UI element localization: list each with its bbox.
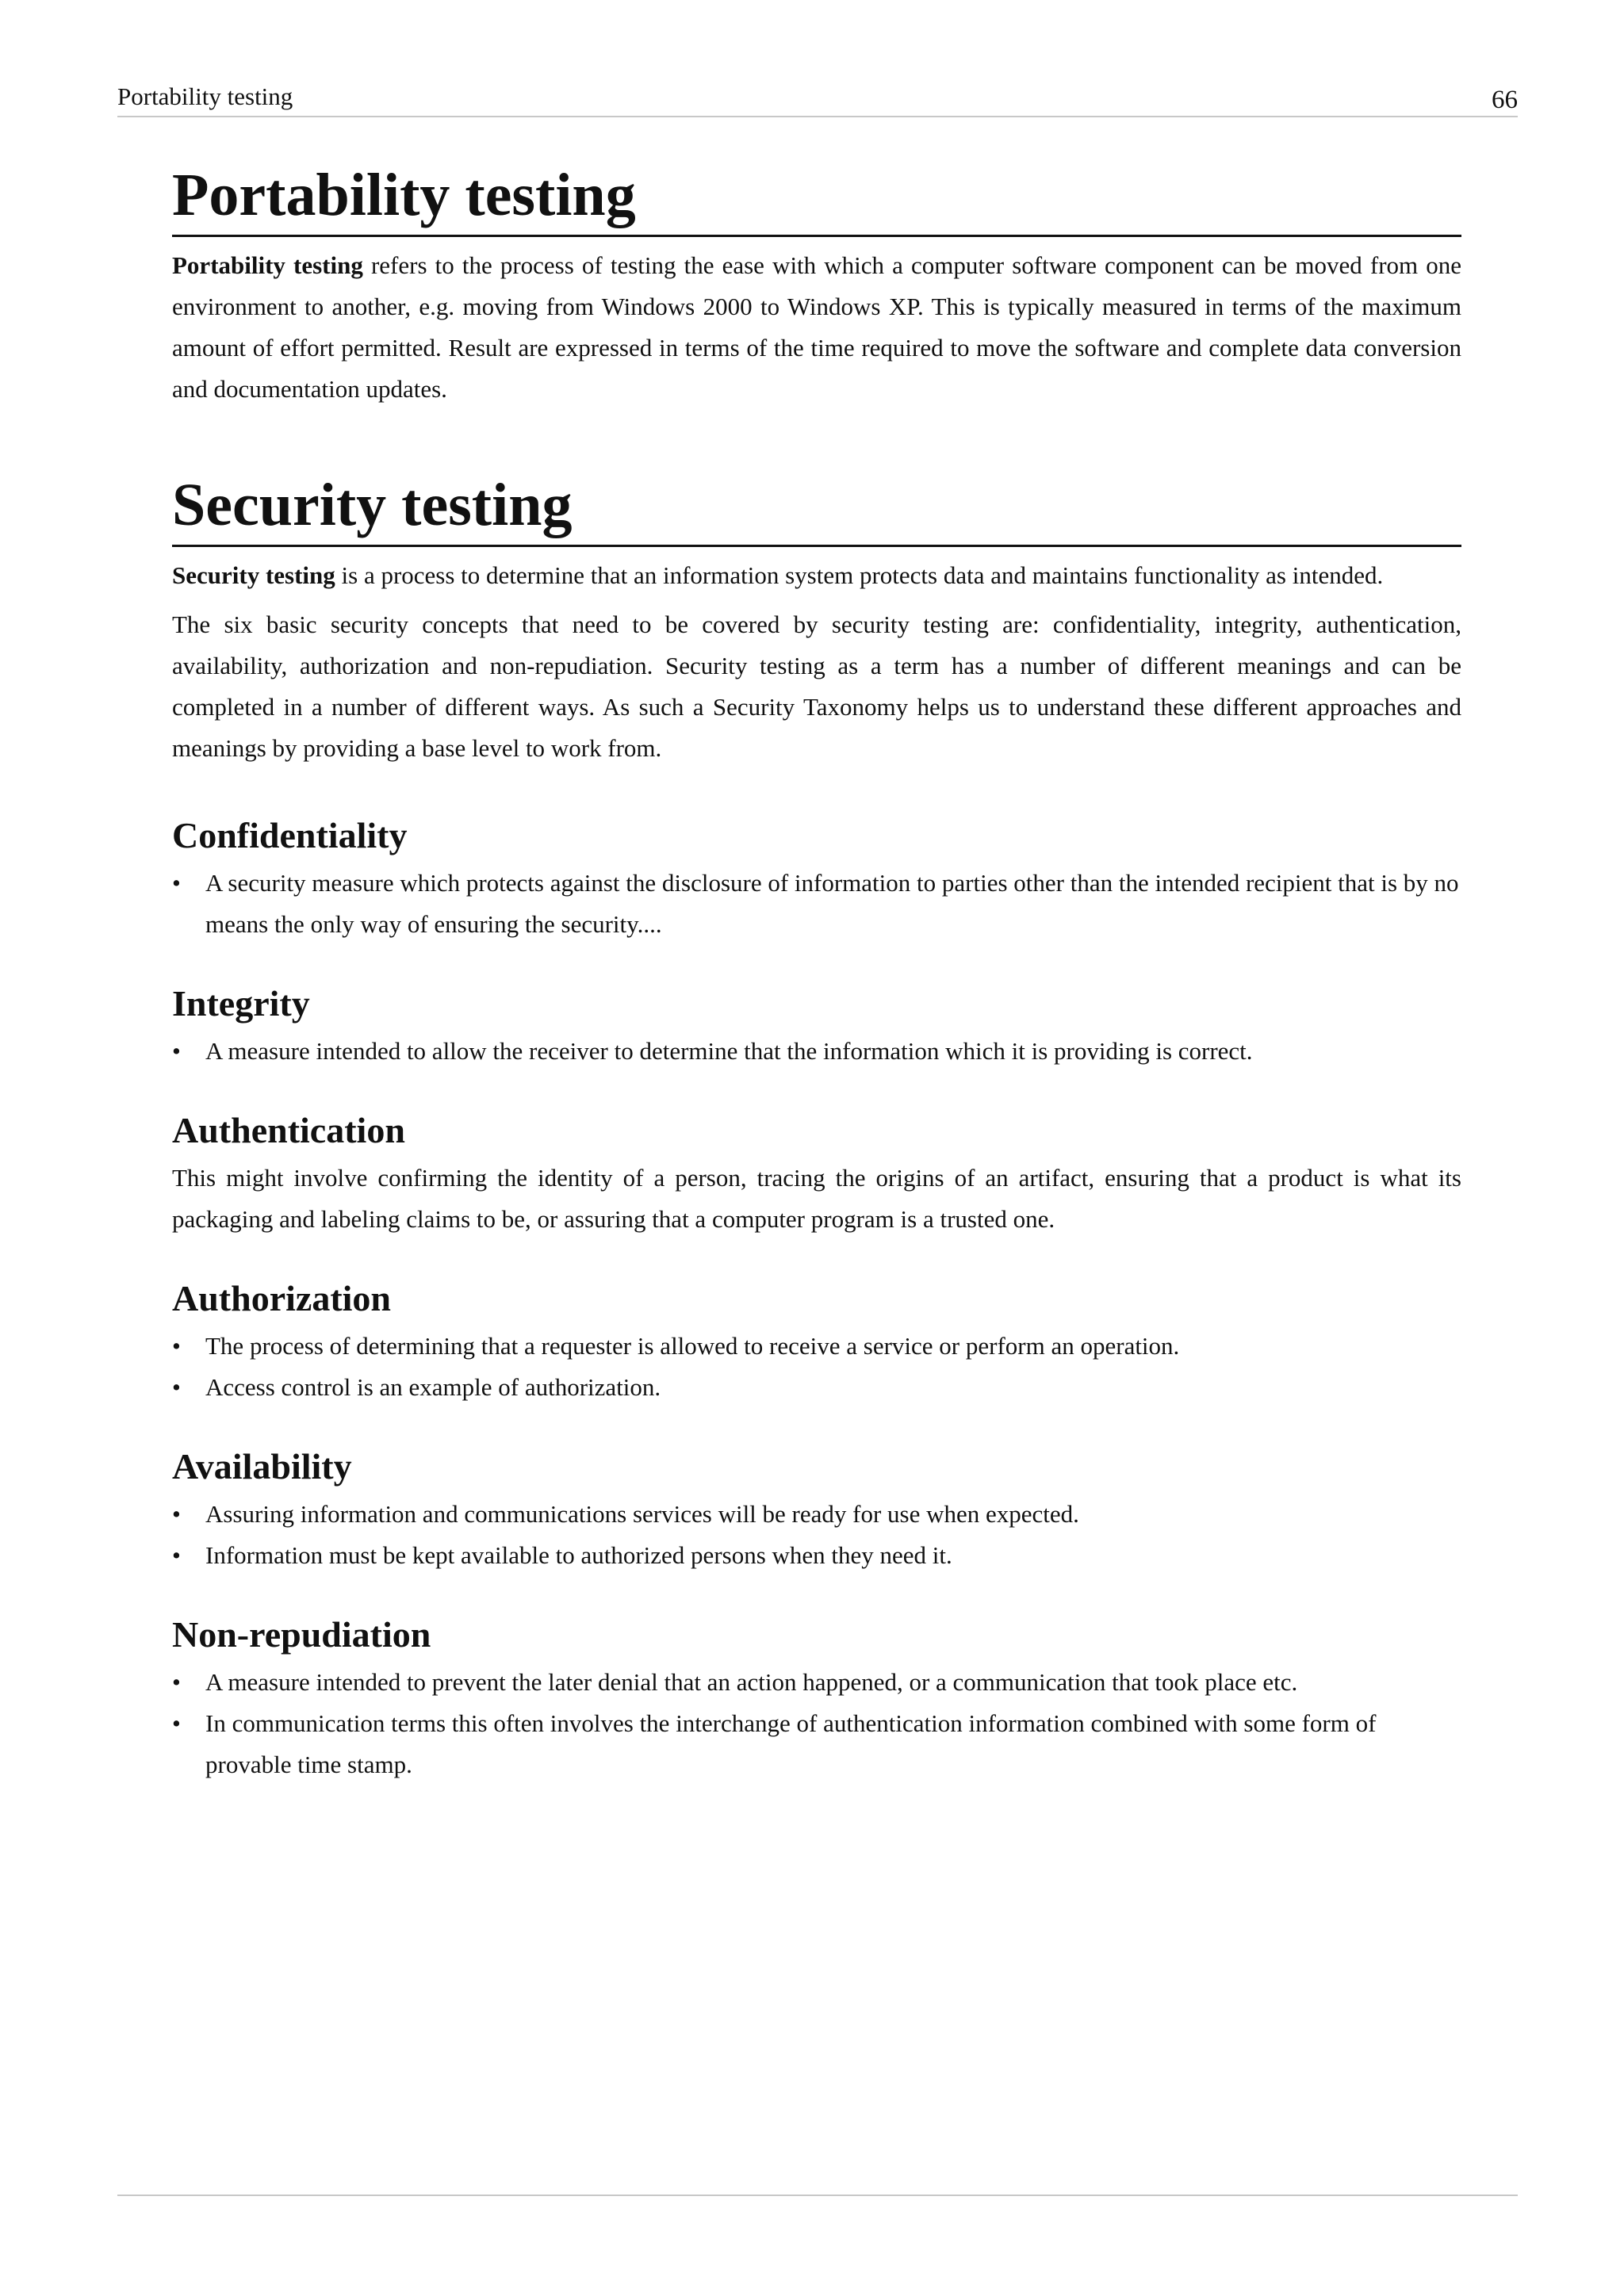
security-intro-paragraph bbox=[172, 555, 1461, 596]
bullet-icon: • bbox=[172, 1541, 181, 1569]
running-title: Portability testing bbox=[117, 82, 293, 110]
authorization-list bbox=[172, 1326, 1461, 1408]
running-header bbox=[117, 76, 1518, 117]
authentication-subsection bbox=[172, 1107, 1461, 1240]
portability-paragraph bbox=[172, 245, 1461, 410]
page-content bbox=[172, 155, 1461, 1785]
confidentiality-heading: Confidentiality bbox=[172, 815, 408, 855]
availability-list bbox=[172, 1494, 1461, 1576]
list-item: • A measure intended to prevent the later denial that an action happened, or a communication that took place etc. bbox=[172, 1662, 1461, 1703]
confidentiality-subsection bbox=[172, 812, 1461, 945]
integrity-list bbox=[172, 1031, 1461, 1072]
authorization-subsection bbox=[172, 1275, 1461, 1408]
bullet-icon: • bbox=[172, 1500, 181, 1528]
list-item: • Assuring information and communications services will be ready for use when expected. bbox=[172, 1494, 1461, 1535]
integrity-heading: Integrity bbox=[172, 983, 310, 1024]
page-number: 66 bbox=[1492, 86, 1518, 114]
authorization-heading: Authorization bbox=[172, 1278, 391, 1318]
list-item: • Access control is an example of authorization. bbox=[172, 1367, 1461, 1408]
authentication-heading: Authentication bbox=[172, 1110, 405, 1150]
bullet-icon: • bbox=[172, 1668, 181, 1696]
availability-heading: Availability bbox=[172, 1446, 352, 1487]
non-repudiation-heading: Non-repudiation bbox=[172, 1614, 431, 1655]
list-item: • Information must be kept available to authorized persons when they need it. bbox=[172, 1535, 1461, 1576]
authentication-paragraph: This might involve confirming the identity of a person, tracing the origins of an artifact, ensuring that a product is what its packaging and labeling claims to be, or assuring that a computer program is a trusted one. bbox=[172, 1164, 1461, 1233]
bullet-icon: • bbox=[172, 869, 181, 897]
non-repudiation-list bbox=[172, 1662, 1461, 1785]
list-item: • A security measure which protects against the disclosure of information to parties other than the intended recipient that is by no means the only way of ensuring the security.... bbox=[172, 863, 1461, 945]
portability-term: Portability testing bbox=[172, 251, 363, 279]
list-item: • In communication terms this often involves the interchange of authentication information combined with some form of provable time stamp. bbox=[172, 1703, 1461, 1785]
list-item: • A measure intended to allow the receiver to determine that the information which it is providing is correct. bbox=[172, 1031, 1461, 1072]
security-heading: Security testing bbox=[172, 465, 1461, 547]
integrity-subsection bbox=[172, 980, 1461, 1072]
bullet-icon: • bbox=[172, 1709, 181, 1737]
list-item: • The process of determining that a requester is allowed to receive a service or perform an operation. bbox=[172, 1326, 1461, 1367]
portability-heading: Portability testing bbox=[172, 155, 1461, 237]
security-term: Security testing bbox=[172, 561, 335, 589]
portability-section bbox=[172, 155, 1461, 410]
non-repudiation-subsection bbox=[172, 1611, 1461, 1785]
footer-rule bbox=[117, 2195, 1518, 2196]
availability-subsection bbox=[172, 1443, 1461, 1576]
security-definition: is a process to determine that an information system protects data and maintains functionality as intended. bbox=[335, 561, 1384, 589]
bullet-icon: • bbox=[172, 1373, 181, 1401]
portability-definition: refers to the process of testing the ease with which a computer software component can be moved from one environment to another, e.g. moving from Windows 2000 to Windows XP. This is typically measured in terms of the maximum amount of effort permitted. Result are expressed in terms of the time required to move the software and complete data conversion and documentation updates. bbox=[172, 251, 1461, 403]
security-section bbox=[172, 465, 1461, 1785]
bullet-icon: • bbox=[172, 1332, 181, 1360]
confidentiality-list bbox=[172, 863, 1461, 945]
bullet-icon: • bbox=[172, 1037, 181, 1065]
security-concepts-paragraph: The six basic security concepts that need to be covered by security testing are: confidentiality, integrity, authentication, availability, authorization and non-repudiation. Security testing as a term has a number of different meanings and can be completed in a number of different ways. As such a Security Taxonomy helps us to understand these different approaches and meanings by providing a base level to work from. bbox=[172, 610, 1461, 762]
